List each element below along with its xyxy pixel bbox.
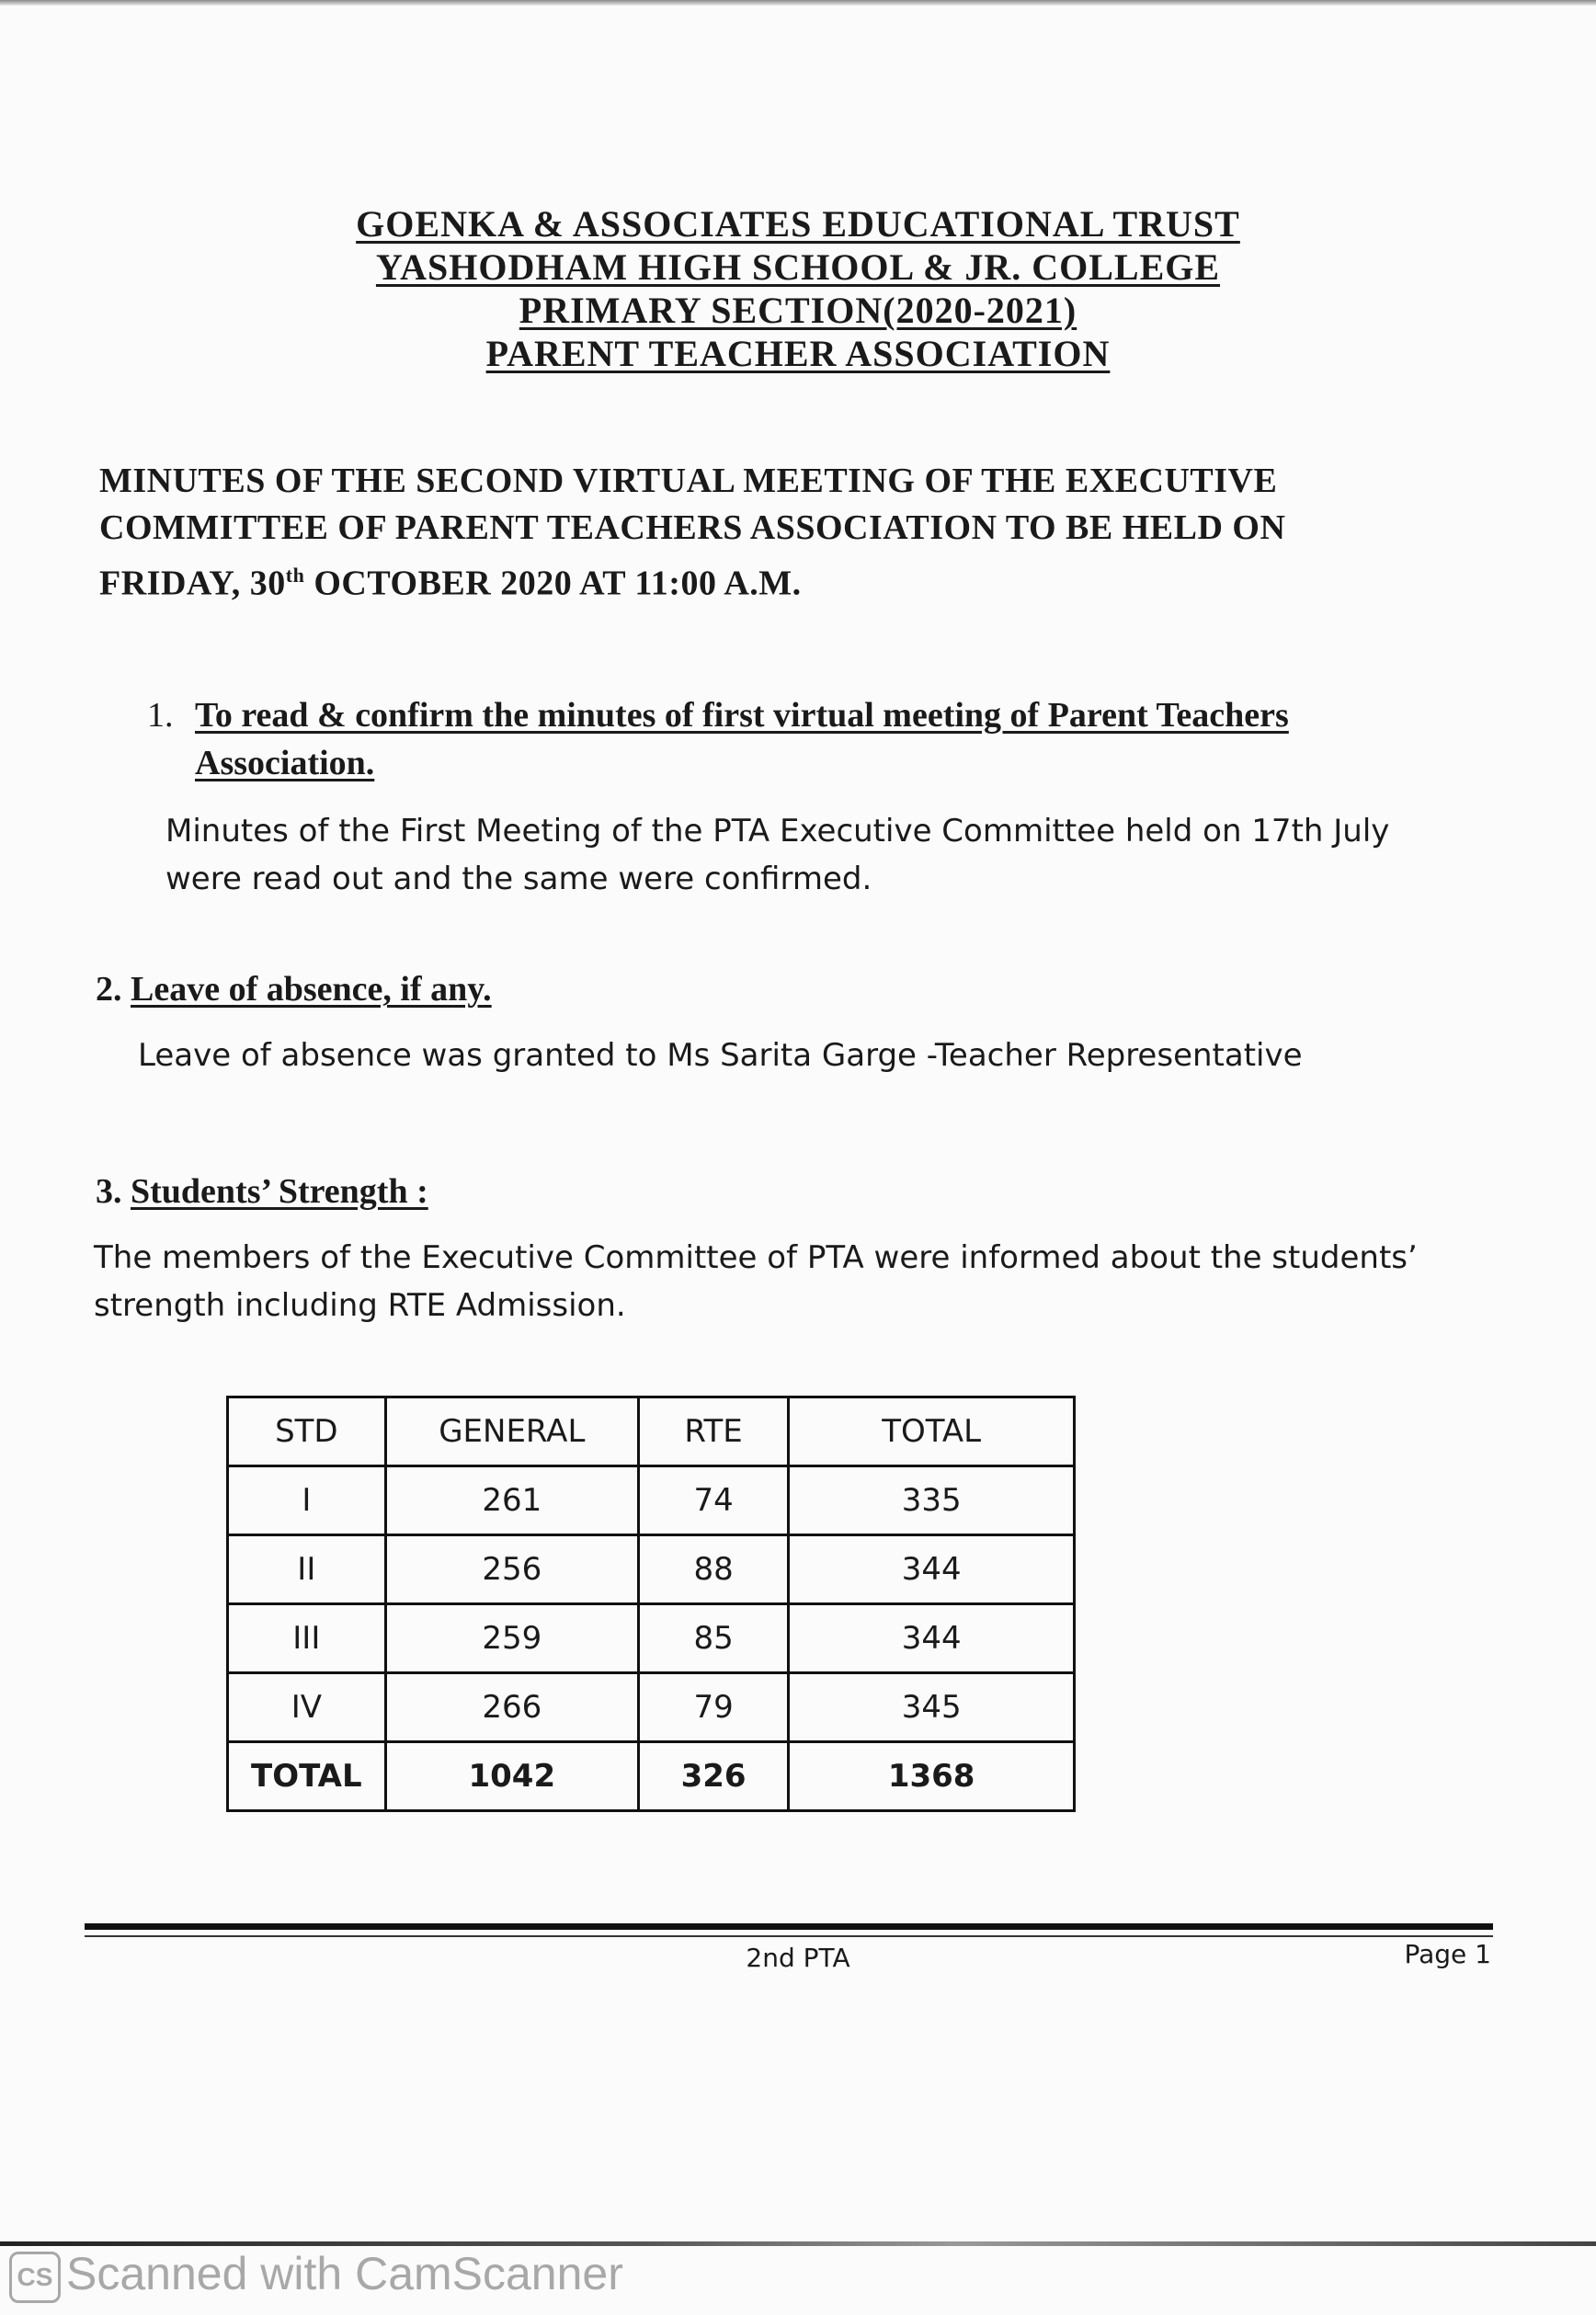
section-1-heading bbox=[147, 691, 1397, 787]
students-strength-table bbox=[226, 1396, 1076, 1812]
cell-grand-total: 1368 bbox=[789, 1742, 1075, 1811]
cell-total: 344 bbox=[789, 1535, 1075, 1604]
cell-total-general: 1042 bbox=[385, 1742, 638, 1811]
cell-general: 256 bbox=[385, 1535, 638, 1604]
camscanner-watermark bbox=[9, 2243, 623, 2304]
minutes-title-line-2: COMMITTEE OF PARENT TEACHERS ASSOCIATION TO BE HELD ON bbox=[99, 508, 1286, 547]
scan-top-edge bbox=[0, 0, 1596, 6]
cell-total-label: TOTAL bbox=[228, 1742, 386, 1811]
table-row bbox=[228, 1673, 1075, 1742]
table-row bbox=[228, 1535, 1075, 1604]
col-header-rte: RTE bbox=[638, 1397, 788, 1466]
cell-rte: 79 bbox=[638, 1673, 788, 1742]
cell-rte: 74 bbox=[638, 1466, 788, 1535]
minutes-title-line-1: MINUTES OF THE SECOND VIRTUAL MEETING OF THE EXECUTIVE bbox=[99, 462, 1278, 500]
cell-total: 344 bbox=[789, 1604, 1075, 1673]
header-school-name: YASHODHAM HIGH SCHOOL & JR. COLLEGE bbox=[375, 246, 1221, 288]
cell-general: 266 bbox=[385, 1673, 638, 1742]
section-2-body: Leave of absence was granted to Ms Sarita Garge -Teacher Representative bbox=[138, 1037, 1303, 1074]
section-3-body: The members of the Executive Committee of PTA were informed about the students’ strength including RTE Admission. bbox=[94, 1239, 1418, 1324]
section-2-title: Leave of absence, if any. bbox=[131, 970, 492, 1009]
section-1-title: To read & confirm the minutes of first virtual meeting of Parent Teachers Association. bbox=[195, 696, 1289, 782]
col-header-total: TOTAL bbox=[789, 1397, 1075, 1466]
cell-total-rte: 326 bbox=[638, 1742, 788, 1811]
table-header-row bbox=[228, 1397, 1075, 1466]
footer-rule-thin bbox=[85, 1935, 1493, 1937]
table-row bbox=[228, 1604, 1075, 1673]
section-1-body: Minutes of the First Meeting of the PTA Executive Committee held on 17th July were read out and the same were confirmed. bbox=[165, 813, 1390, 897]
header-association: PARENT TEACHER ASSOCIATION bbox=[485, 333, 1111, 374]
cell-std: IV bbox=[228, 1673, 386, 1742]
watermark-text: Scanned with CamScanner bbox=[66, 2248, 623, 2299]
minutes-title bbox=[99, 458, 1386, 608]
table-total-row bbox=[228, 1742, 1075, 1811]
col-header-general: GENERAL bbox=[385, 1397, 638, 1466]
camscanner-logo-icon: CS bbox=[9, 2252, 61, 2303]
section-3-number: 3. bbox=[96, 1172, 122, 1211]
header-section: PRIMARY SECTION(2020-2021) bbox=[519, 290, 1077, 331]
cell-general: 261 bbox=[385, 1466, 638, 1535]
document-header bbox=[0, 202, 1596, 375]
col-header-std: STD bbox=[228, 1397, 386, 1466]
header-trust-name: GOENKA & ASSOCIATES EDUCATIONAL TRUST bbox=[356, 203, 1240, 245]
section-1-number: 1. bbox=[147, 696, 174, 735]
cell-rte: 85 bbox=[638, 1604, 788, 1673]
page-number: Page 1 bbox=[1404, 1939, 1491, 1969]
section-2-number: 2. bbox=[96, 970, 122, 1009]
section-3-title: Students’ Strength : bbox=[131, 1172, 428, 1211]
footer-title: 2nd PTA bbox=[746, 1943, 850, 1973]
cell-general: 259 bbox=[385, 1604, 638, 1673]
cell-total: 335 bbox=[789, 1466, 1075, 1535]
section-2-heading bbox=[96, 965, 492, 1013]
cell-rte: 88 bbox=[638, 1535, 788, 1604]
footer-rule-thick bbox=[85, 1923, 1493, 1930]
cell-total: 345 bbox=[789, 1673, 1075, 1742]
cell-std: I bbox=[228, 1466, 386, 1535]
table-row bbox=[228, 1466, 1075, 1535]
cell-std: III bbox=[228, 1604, 386, 1673]
section-3-heading bbox=[96, 1168, 428, 1215]
cell-std: II bbox=[228, 1535, 386, 1604]
minutes-title-line-3: FRIDAY, 30th OCTOBER 2020 AT 11:00 A.M. bbox=[99, 564, 802, 603]
